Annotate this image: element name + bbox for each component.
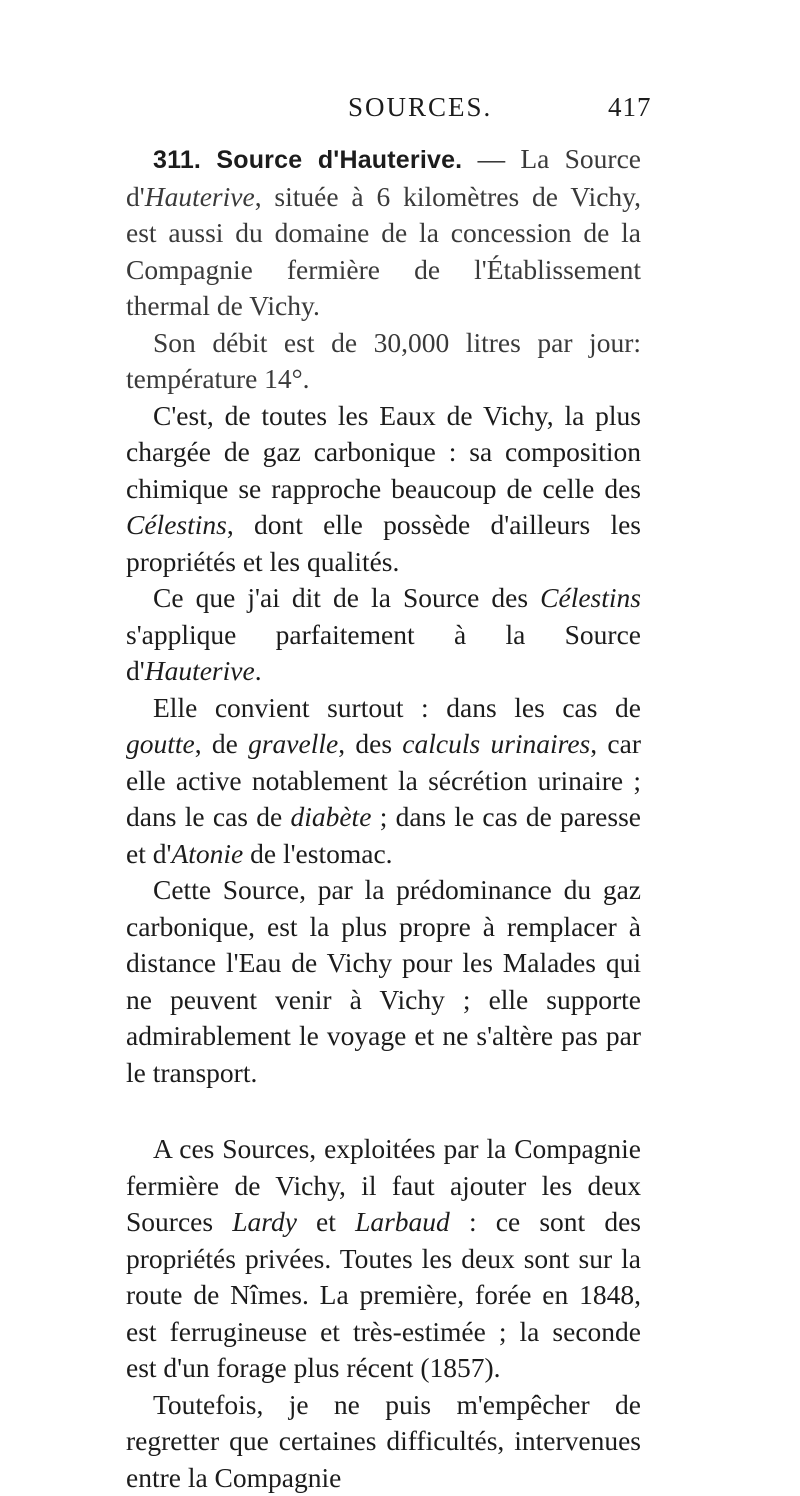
- paragraph-2: Son débit est de 30,000 litres par jour: température 14°.: [126, 325, 641, 398]
- body-text: [126, 141, 641, 1496]
- paragraph-1: 311. Source d'Hauterive. — La Source d'Hauterive, située à 6 kilomètres de Vichy, est aussi du domaine de la concession de la Compagnie fermière de l'Établissement thermal de Vichy.: [126, 141, 641, 325]
- paragraph-7: A ces Sources, exploitées par la Compagnie fermière de Vichy, il faut ajouter les deux Sources Lardy et Larbaud : ce sont des propriétés privées. Toutes les deux sont sur la route de Nîmes. La première, forée en 1848, est ferrugineuse et très-estimée ; la seconde est d'un forage plus récent (1857).: [126, 1131, 641, 1387]
- paragraph-4: Ce que j'ai dit de la Source des Célestins s'applique parfaitement à la Source d'Hauterive.: [126, 580, 641, 690]
- paragraph-8: Toutefois, je ne puis m'empêcher de regretter que certaines difficultés, intervenues entre la Compagnie: [126, 1387, 641, 1496]
- running-head-title: SOURCES.: [348, 92, 492, 123]
- section-heading: Source d'Hauterive.: [216, 146, 462, 174]
- section-number: 311.: [153, 146, 201, 174]
- page-number: 417: [608, 92, 652, 123]
- paragraph-6: Cette Source, par la prédominance du gaz carbonique, est la plus propre à remplacer à distance l'Eau de Vichy pour les Malades qui ne peuvent venir à Vichy ; elle supporte admirablement le voyage et ne s'altère pas par le transport.: [126, 872, 641, 1091]
- heading-dash: —: [462, 143, 520, 174]
- source-name: Hauterive: [145, 181, 255, 212]
- paragraph-5: Elle convient surtout : dans les cas de goutte, de gravelle, des calculs urinaires, car elle active notablement la sécrétion urinaire ; dans le cas de diabète ; dans le cas de paresse et d'Atonie de l'estomac.: [126, 690, 641, 873]
- paragraph-3: C'est, de toutes les Eaux de Vichy, la plus chargée de gaz carbonique : sa composition chimique se rapproche beaucoup de celle des Célestins, dont elle possède d'ailleurs les propriétés et les qualités.: [126, 398, 641, 581]
